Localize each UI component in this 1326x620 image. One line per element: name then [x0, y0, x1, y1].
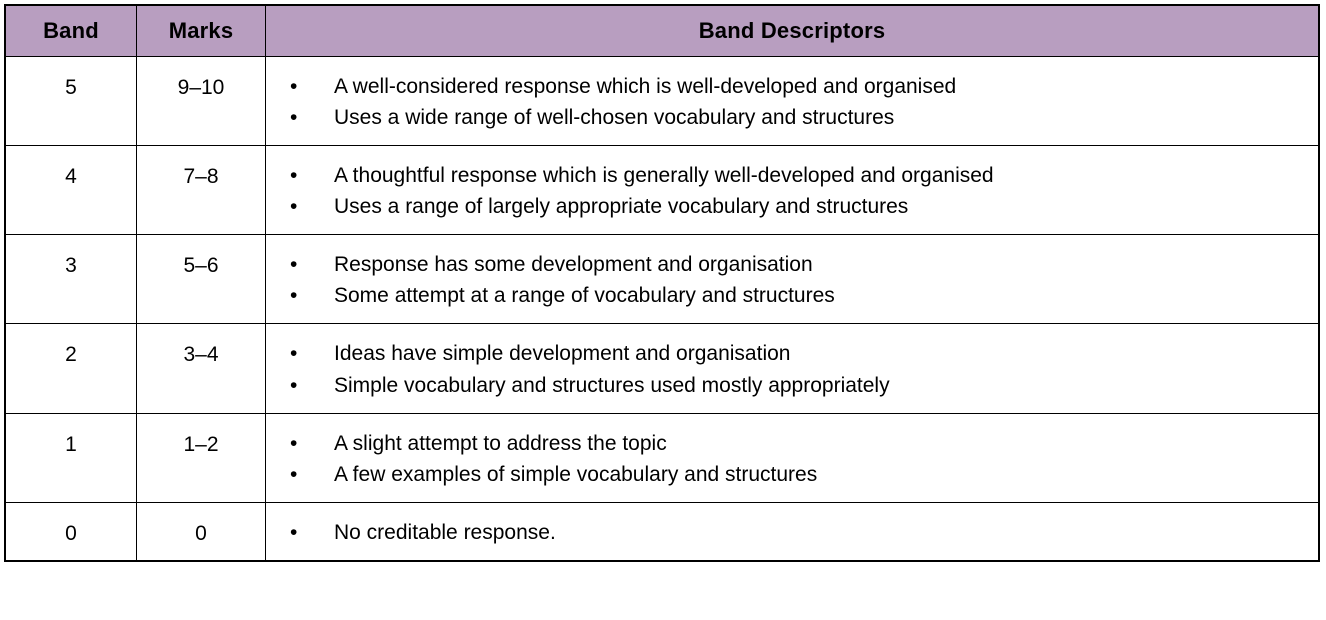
marks-value: 5–6: [137, 235, 266, 324]
band-descriptor-cell: [266, 502, 1320, 561]
bullet-icon: •: [290, 342, 298, 366]
table-row: [5, 502, 1319, 561]
band-descriptor-cell: [266, 57, 1320, 146]
marks-value: 9–10: [137, 57, 266, 146]
band-descriptor-cell: [266, 146, 1320, 235]
table-body: [5, 57, 1319, 561]
descriptor-text: Simple vocabulary and structures used mostly appropriately: [334, 373, 890, 397]
descriptor-text: Uses a wide range of well-chosen vocabulary and structures: [334, 106, 895, 130]
bullet-icon: •: [290, 520, 298, 544]
band-descriptor-cell: [266, 413, 1320, 502]
descriptor-list: [276, 517, 1308, 548]
band-value: 2: [5, 324, 137, 413]
descriptor-text: Response has some development and organisation: [334, 253, 813, 277]
descriptor-list: [276, 338, 1308, 400]
band-value: 3: [5, 235, 137, 324]
band-value: 5: [5, 57, 137, 146]
descriptor-item: [276, 249, 1308, 280]
descriptor-text: Some attempt at a range of vocabulary and structures: [334, 284, 835, 308]
descriptor-text: No creditable response.: [334, 520, 556, 544]
bullet-icon: •: [290, 284, 298, 308]
band-value: 1: [5, 413, 137, 502]
table-header: [5, 5, 1319, 57]
bullet-icon: •: [290, 431, 298, 455]
descriptor-text: A few examples of simple vocabulary and structures: [334, 462, 818, 486]
marks-value: 0: [137, 502, 266, 561]
descriptor-item: [276, 71, 1308, 102]
descriptor-text: A slight attempt to address the topic: [334, 431, 667, 455]
descriptor-item: [276, 191, 1308, 222]
descriptor-item: [276, 160, 1308, 191]
descriptor-item: [276, 102, 1308, 133]
descriptor-text: Ideas have simple development and organisation: [334, 342, 791, 366]
descriptor-item: [276, 280, 1308, 311]
descriptor-text: A well-considered response which is well-developed and organised: [334, 75, 957, 98]
descriptor-item: [276, 517, 1308, 548]
band-descriptor-cell: [266, 235, 1320, 324]
descriptor-item: [276, 370, 1308, 401]
bullet-icon: •: [290, 75, 298, 98]
band-value: 4: [5, 146, 137, 235]
descriptor-item: [276, 459, 1308, 490]
band-value: 0: [5, 502, 137, 561]
bullet-icon: •: [290, 373, 298, 397]
descriptor-text: Uses a range of largely appropriate vocabulary and structures: [334, 195, 909, 219]
table-row: [5, 146, 1319, 235]
bullet-icon: •: [290, 253, 298, 277]
descriptor-list: [276, 249, 1308, 311]
bullet-icon: •: [290, 195, 298, 219]
table-row: [5, 57, 1319, 146]
band-descriptor-cell: [266, 324, 1320, 413]
marks-value: 1–2: [137, 413, 266, 502]
column-header-marks: Marks: [137, 5, 266, 57]
marks-value: 3–4: [137, 324, 266, 413]
descriptor-list: [276, 160, 1308, 222]
table-row: [5, 324, 1319, 413]
column-header-band: Band: [5, 5, 137, 57]
marks-value: 7–8: [137, 146, 266, 235]
bullet-icon: •: [290, 106, 298, 130]
descriptor-item: [276, 338, 1308, 369]
band-descriptors-table: [4, 4, 1320, 562]
descriptor-item: [276, 428, 1308, 459]
bullet-icon: •: [290, 164, 298, 188]
descriptor-text: A thoughtful response which is generally well-developed and organised: [334, 164, 994, 188]
table-row: [5, 413, 1319, 502]
descriptor-list: [276, 71, 1308, 133]
table-header-row: [5, 5, 1319, 57]
descriptor-list: [276, 428, 1308, 490]
bullet-icon: •: [290, 462, 298, 486]
table-row: [5, 235, 1319, 324]
column-header-band-descriptors: Band Descriptors: [266, 5, 1320, 57]
